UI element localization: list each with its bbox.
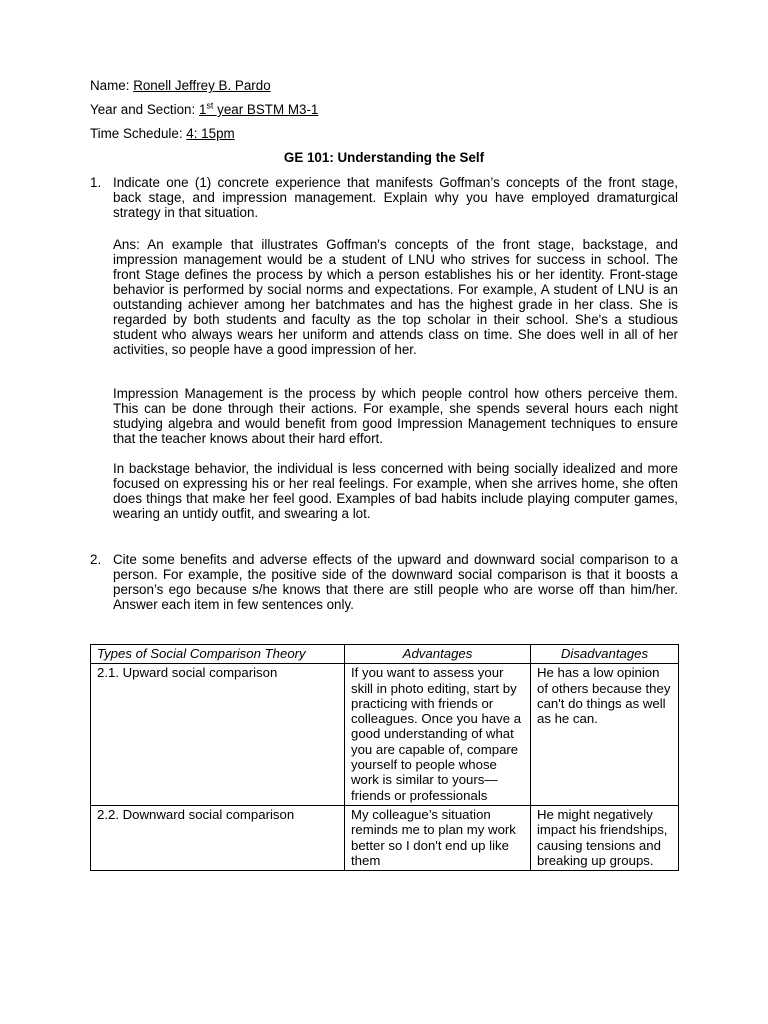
table-cell-type: 2.2. Downward social comparison — [91, 805, 345, 870]
question-2-number: 2. — [90, 552, 102, 567]
name-line — [90, 78, 271, 94]
page-title: GE 101: Understanding the Self — [283, 150, 485, 165]
section-label: Year and Section: — [90, 102, 196, 117]
answer-1-paragraph-3: In backstage behavior, the individual is less concerned with being socially idealized and more focused on expressing his or her real feelings. For example, when she arrives home, she often does things that make her feel good. Examples of bad habits include playing computer games, wearing an untidy outfit, and swearing a lot. — [113, 461, 678, 521]
question-2-text: Cite some benefits and adverse effects of the upward and downward social comparison to a person. For example, the positive side of the downward social comparison is that it boosts a person’s ego because s/he knows that there are still people who are worse off than him/her. Answer each item in few sentences only. — [113, 552, 678, 612]
answer-1-paragraph-2: Impression Management is the process by which people control how others perceive them. This can be done through their actions. For example, she spends several hours each night studying algebra and would benefit from good Impression Management techniques to ensure that the teacher knows about their hard effort. — [113, 386, 678, 446]
table-header-advantages: Advantages — [345, 645, 531, 664]
social-comparison-table — [90, 644, 679, 871]
section-ordinal-suffix: st — [206, 100, 214, 111]
schedule-line — [90, 126, 235, 142]
table-header-row — [91, 645, 679, 664]
question-1-number: 1. — [90, 175, 102, 190]
question-1 — [90, 175, 678, 220]
table-cell-advantages: My colleague’s situation reminds me to plan my work better so I don't end up like them — [345, 805, 531, 870]
answer-1-paragraph-1: Ans: An example that illustrates Goffman's concepts of the front stage, backstage, and impression management would be a student of LNU who strives for success in school. The front Stage defines the process by which a person establishes his or her identity. Front-stage behavior is performed by social norms and expectations. For example, A student of LNU is an outstanding achiever among her batchmates and has the highest grade in her class. She is regarded by both students and faculty as the top scholar in their school. She's a studious student who always wears her uniform and attends class on time. She does well in all of her activities, so people have a good impression of her. — [113, 237, 678, 357]
name-value: Ronell Jeffrey B. Pardo — [133, 78, 271, 93]
table-header-types: Types of Social Comparison Theory — [91, 645, 345, 664]
schedule-value: 4: 15pm — [186, 126, 235, 141]
section-line — [90, 102, 318, 118]
table-cell-disadvantages: He has a low opinion of others because they can't do things as well as he can. — [531, 664, 679, 806]
table-row — [91, 805, 679, 870]
section-ordinal: 1 — [198, 102, 207, 117]
table-cell-advantages: If you want to assess your skill in photo editing, start by practicing with friends or colleagues. Once you have a good understanding of what you are capable of, compare yourself to people whose work is similar to yours—friends or professionals — [345, 664, 531, 806]
schedule-label: Time Schedule: — [90, 126, 183, 141]
section-value — [199, 102, 318, 117]
table-header-disadvantages: Disadvantages — [531, 645, 679, 664]
table-cell-disadvantages: He might negatively impact his friendships, causing tensions and breaking up groups. — [531, 805, 679, 870]
name-label: Name: — [90, 78, 130, 93]
section-rest: year BSTM M3-1 — [213, 102, 319, 117]
question-1-text: Indicate one (1) concrete experience that manifests Goffman’s concepts of the front stage, back stage, and impression management. Explain why you have employed dramaturgical strategy in that situation. — [113, 175, 678, 220]
table-cell-type: 2.1. Upward social comparison — [91, 664, 345, 806]
question-2 — [90, 552, 678, 612]
table-row — [91, 664, 679, 806]
